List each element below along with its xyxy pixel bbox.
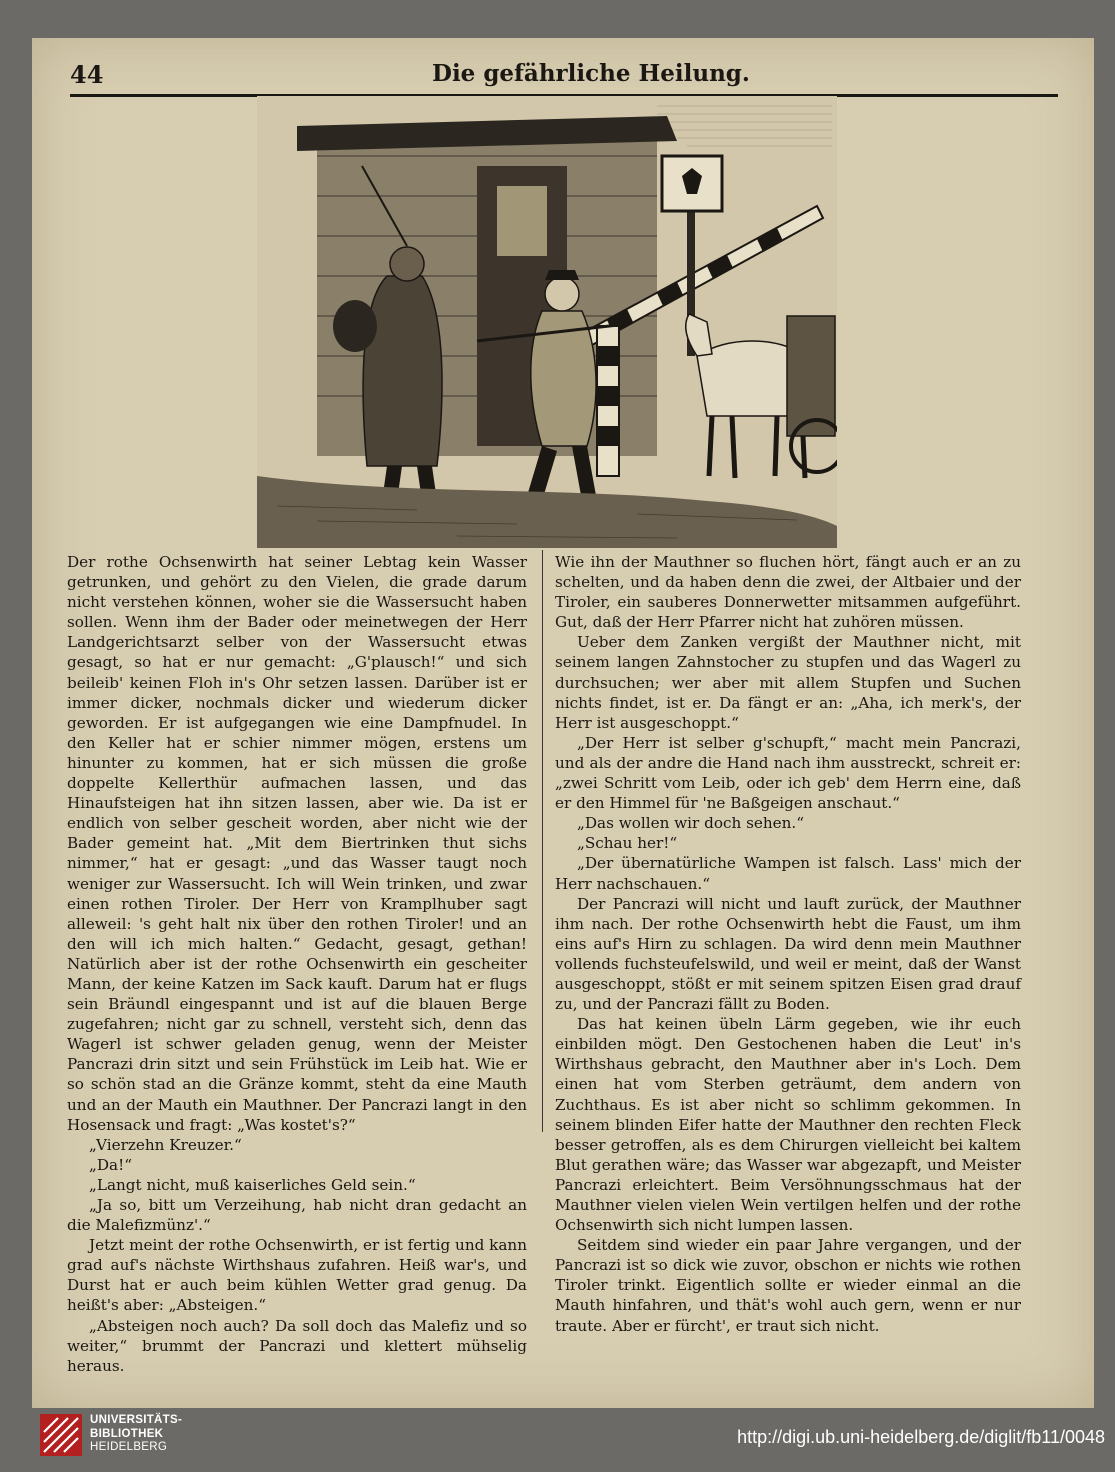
library-name-line: UNIVERSITÄTS-	[90, 1414, 183, 1426]
library-name	[90, 1414, 182, 1455]
library-name-line: BIBLIOTHEK	[90, 1427, 164, 1440]
paragraph: Der rothe Ochsenwirth hat seiner Lebtag kein Wasser getrunken, und gehört zu den Vielen, die grade darum nicht verstehen können, woher sie die Wassersucht haben sollen. Wenn ihm der Bader oder meinetwegen der Herr Landgerichtsarzt selber von der Wassersucht etwas gesagt, so hat er nur gemacht: „G'plausch!“ und sich beileib' keinen Floh in's Ohr setzen lassen. Darüber ist er immer dicker, nochmals dicker und wiederum dicker geworden. Er ist aufgegangen wie eine Dampfnudel. In den Keller hat er schier nimmer mögen, erstens um hinunter zu kommen, hat er sich müssen die große doppelte Kellerthür aufmachen lassen, und das Hinaufsteigen hat ihn sitzen lassen, aber wie. Da ist er endlich von selber gescheit worden, aber nicht wie der Bader gemeint hat. „Mit dem Biertrinken thut sichs nimmer,“ hat er gesagt: „und das Wasser taugt noch weniger zur Wassersucht. Ich will Wein trinken, und zwar einen rothen Tiroler. Der Herr von Kramplhuber sagt alleweil: 's geht halt nix über den rothen Tiroler! und an den will ich mich halten.“ Gedacht, gesagt, gethan! Natürlich aber ist der rothe Ochsenwirth ein gescheiter Mann, der keine Katzen im Sack kauft. Darum hat er flugs sein Bräundl eingespannt und ist auf die blauen Berge zugefahren; nicht gar zu schnell, versteht sich, denn das Wagerl ist schwer geladen genug, wenn der Meister Pancrazi drin sitzt und sein Frühstück im Leib hat. Wie er so schön stad an die Gränze kommt, steht da eine Mauth und an der Mauth ein Mauthner. Der Pancrazi langt in den Hosensack und fragt: „Was kostet's?“	[67, 553, 527, 1134]
paragraph: Wie ihn der Mauthner so fluchen hört, fängt auch er an zu schelten, und da haben denn die zwei, der Altbaier und der Tiroler, ein sauberes Donnerwetter mitsammen aufgeführt. Gut, daß der Herr Pfarrer nicht hat zuhören müssen.	[555, 553, 1021, 632]
paragraph: Der Pancrazi will nicht und lauft zurück, der Mauthner ihm nach. Der rothe Ochsenwirth hebt die Faust, um ihm eins auf's Hirn zu schlagen. Da wird denn mein Mauthner vollends fuchsteufelswild, und weil er meint, daß der Wanst ausgeschoppt, stößt er mit seinem spitzen Eisen grad drauf zu, und der Pancrazi fällt zu Boden.	[555, 894, 1021, 1014]
paragraph: „Der übernatürliche Wampen ist falsch. Lass' mich der Herr nachschauen.“	[555, 854, 1021, 893]
paragraph: „Der Herr ist selber g'schupft,“ macht mein Pancrazi, und als der andre die Hand nach ihm ausstreckt, schreit er: „zwei Schritt vom Leib, oder ich geb' dem Herrn eine, daß er den Himmel für 'ne Baßgeigen anschaut.“	[555, 733, 1021, 813]
paper-sheet	[32, 38, 1094, 1408]
paragraph: Das hat keinen übeln Lärm gegeben, wie ihr euch einbilden mögt. Den Gestochenen haben die Leut' in's Wirthshaus gebracht, den Mauthner aber in's Loch. Dem einen hat vom Sterben geträumt, dem andern von Zuchthaus. Es ist aber nicht so schlimm gekommen. In seinem blinden Eifer hatte der Mauthner den rechten Fleck besser getroffen, als es dem Chirurgen vielleicht bei kaltem Blut gerathen wäre; das Wasser war abgezapft, und Meister Pancrazi erleichtert. Beim Versöhnungsschmaus hat der Mauthner vielen vielen Wein vertilgen helfen und der rothe Ochsenwirth sich nicht lumpen lassen.	[555, 1015, 1021, 1235]
right-column	[555, 552, 1021, 1336]
paragraph: „Ja so, bitt um Verzeihung, hab nicht dran gedacht an die Malefizmünz'.“	[67, 1196, 527, 1235]
library-emblem-icon	[40, 1414, 82, 1456]
paragraph: „Schau her!“	[577, 834, 678, 853]
paragraph: „Langt nicht, muß kaiserliches Geld sein.“	[89, 1175, 416, 1194]
paragraph: Ueber dem Zanken vergißt der Mauthner nicht, mit seinem langen Zahnstocher zu stupfen und das Wagerl zu durchsuchen; wer aber mit allem Stupfen und Suchen nichts findet, ist er. Da fängt er an: „Aha, ich merk's, der Herr ist ausgeschoppt.“	[555, 633, 1021, 732]
paragraph: „Absteigen noch auch? Da soll doch das Malefiz und so weiter,“ brummt der Pancrazi und klettert mühselig heraus.	[67, 1316, 527, 1375]
source-url-link[interactable]: http://digi.ub.uni-heidelberg.de/diglit/fb11/0048	[737, 1427, 1105, 1447]
page-title: Die gefährliche Heilung.	[432, 60, 750, 87]
library-logo[interactable]	[40, 1412, 290, 1460]
left-column	[67, 552, 527, 1376]
column-divider	[542, 550, 543, 1132]
paragraph: „Da!“	[89, 1155, 132, 1174]
paragraph: Jetzt meint der rothe Ochsenwirth, er ist fertig und kann grad auf's nächste Wirthshaus zufahren. Heiß war's, und Durst hat er auch beim kühlen Wetter grad genug. Da heißt's aber: „Absteigen.“	[67, 1236, 527, 1315]
paragraph: Seitdem sind wieder ein paar Jahre vergangen, und der Pancrazi ist so dick wie zuvor, obschon er nichts wie rothen Tiroler trinkt. Eigentlich sollte er wieder einmal an die Mauth hinfahren, und thät's wohl auch gern, wenn er nur traute. Aber er fürcht', er traut sich nicht.	[555, 1236, 1021, 1335]
woodcut-illustration	[257, 96, 837, 548]
paragraph: „Vierzehn Kreuzer.“	[89, 1135, 242, 1154]
paragraph: „Das wollen wir doch sehen.“	[577, 814, 805, 833]
page-number: 44	[70, 60, 104, 89]
library-name-line: HEIDELBERG	[90, 1441, 168, 1453]
